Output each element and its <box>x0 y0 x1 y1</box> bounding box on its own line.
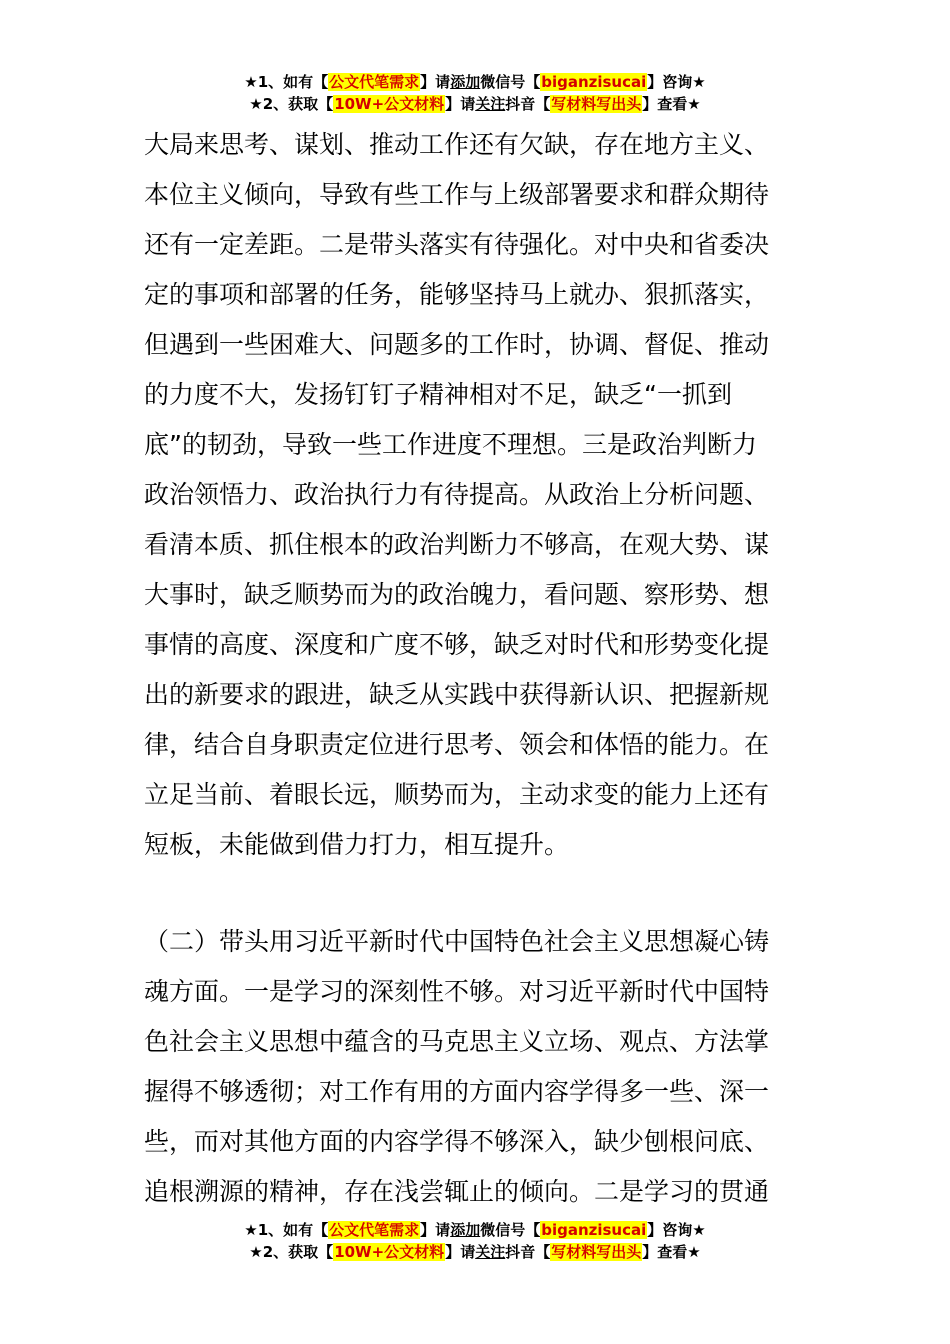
text-line: 事情的高度、深度和广度不够，缺乏对时代和形势变化提 <box>144 630 770 659</box>
highlight-wechat-id: biganzisucai <box>541 73 647 91</box>
highlight-service: 公文代笔需求 <box>329 1221 420 1239</box>
footer-banner <box>0 1219 950 1263</box>
text-line: 握得不够透彻；对工作有用的方面内容学得多一些、深一 <box>144 1077 770 1106</box>
text-line: 大局来思考、谋划、推动工作还有欠缺，存在地方主义、 <box>144 130 770 159</box>
text-line: 底”的韧劲，导致一些工作进度不理想。三是政治判断力 <box>144 430 757 459</box>
text-line: 些，而对其他方面的内容学得不够深入，缺少刨根问底、 <box>144 1127 770 1156</box>
text-line: 出的新要求的跟进，缺乏从实践中获得新认识、把握新规 <box>144 680 770 709</box>
text-line: 看清本质、抓住根本的政治判断力不够高，在观大势、谋 <box>144 530 770 559</box>
banner-line-1: ★1、如有【公文代笔需求】请添加微信号【biganzisucai】咨询★ <box>244 1221 706 1239</box>
highlight-materials: 10W+公文材料 <box>334 1243 445 1261</box>
highlight-materials: 10W+公文材料 <box>334 95 445 113</box>
text-line: 的力度不大，发扬钉钉子精神相对不足，缺乏“一抓到 <box>144 380 732 409</box>
paragraph-2 <box>144 917 806 1217</box>
text-line: 还有一定差距。二是带头落实有待强化。对中央和省委决 <box>144 230 770 259</box>
text-line: 大事时，缺乏顺势而为的政治魄力，看问题、察形势、想 <box>144 580 770 609</box>
text-line: 追根溯源的精神，存在浅尝辄止的倾向。二是学习的贯通 <box>144 1177 770 1206</box>
text-line: 立足当前、着眼长远，顺势而为，主动求变的能力上还有 <box>144 780 770 809</box>
text-line: 色社会主义思想中蕴含的马克思主义立场、观点、方法掌 <box>144 1027 770 1056</box>
header-banner <box>0 71 950 115</box>
text-line: 魂方面。一是学习的深刻性不够。对习近平新时代中国特 <box>144 977 770 1006</box>
highlight-wechat-id: biganzisucai <box>541 1221 647 1239</box>
text-line: 定的事项和部署的任务，能够坚持马上就办、狠抓落实， <box>144 280 770 309</box>
text-line: 本位主义倾向，导致有些工作与上级部署要求和群众期待 <box>144 180 770 209</box>
text-line: 短板，未能做到借力打力，相互提升。 <box>144 830 570 859</box>
highlight-service: 公文代笔需求 <box>329 73 420 91</box>
text-line: 政治领悟力、政治执行力有待提高。从政治上分析问题、 <box>144 480 770 509</box>
highlight-douyin-account: 写材料写出头 <box>551 1243 642 1261</box>
text-line: 律，结合自身职责定位进行思考、领会和体悟的能力。在 <box>144 730 770 759</box>
text-line: （二）带头用习近平新时代中国特色社会主义思想凝心铸 <box>144 927 770 956</box>
banner-line-2: ★2、获取【10W+公文材料】请关注抖音【写材料写出头】查看★ <box>249 95 701 113</box>
highlight-douyin-account: 写材料写出头 <box>551 95 642 113</box>
text-line: 但遇到一些困难大、问题多的工作时，协调、督促、推动 <box>144 330 770 359</box>
banner-line-1: ★1、如有【公文代笔需求】请添加微信号【biganzisucai】咨询★ <box>244 73 706 91</box>
paragraph-1 <box>144 120 806 870</box>
banner-line-2: ★2、获取【10W+公文材料】请关注抖音【写材料写出头】查看★ <box>249 1243 701 1261</box>
